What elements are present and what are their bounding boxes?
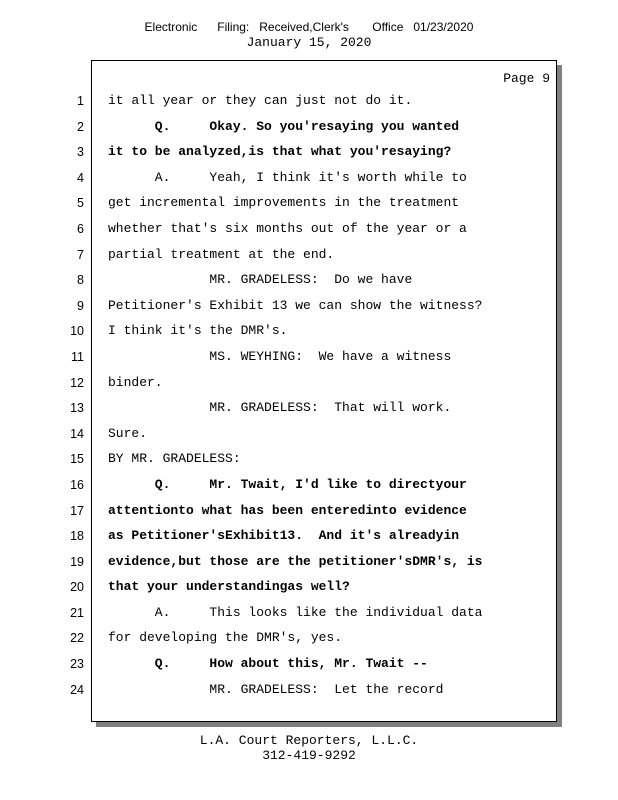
line-number: 19: [70, 554, 84, 569]
line-text: MS. WEYHING: We have a witness: [108, 348, 452, 364]
transcript-line: [0, 653, 618, 679]
line-number: 9: [77, 298, 84, 313]
filing-stamp: Electronic Filing: Received,Clerk's Office 01/23/2020: [144, 20, 474, 34]
line-number: 11: [71, 349, 84, 364]
line-number: 15: [70, 452, 84, 467]
line-number: 20: [70, 580, 84, 595]
line-text: Sure.: [108, 425, 148, 441]
line-text: A. This looks like the individual data: [108, 604, 483, 620]
line-text: MR. GRADELESS: Let the record: [108, 681, 444, 697]
line-text: get incremental improvements in the treatment: [108, 195, 460, 211]
line-number: 18: [70, 529, 84, 544]
line-text: that your understandingas well?: [108, 579, 350, 595]
transcript-lines: [0, 90, 618, 704]
line-number: 21: [70, 605, 84, 620]
line-number: 8: [77, 273, 84, 288]
footer-company: L.A. Court Reporters, L.L.C.: [199, 733, 419, 748]
transcript-line: [0, 90, 618, 116]
transcript-line: [0, 679, 618, 705]
transcript-line: [0, 346, 618, 372]
line-text: as Petitioner'sExhibit13. And it's alreadyin: [108, 528, 460, 544]
line-text: A. Yeah, I think it's worth while to: [108, 169, 467, 185]
line-number: 24: [70, 682, 84, 697]
line-text: partial treatment at the end.: [108, 246, 335, 262]
transcript-line: [0, 218, 618, 244]
line-text: I think it's the DMR's.: [108, 323, 288, 339]
line-number: 10: [70, 324, 84, 339]
line-number: 22: [70, 631, 84, 646]
line-number: 16: [70, 477, 84, 492]
transcript-line: [0, 602, 618, 628]
line-number: 13: [70, 401, 84, 416]
line-text: it all year or they can just not do it.: [108, 93, 413, 108]
transcript-line: [0, 500, 618, 526]
transcript-line: [0, 167, 618, 193]
transcript-line: [0, 397, 618, 423]
line-number: 4: [77, 170, 84, 185]
transcript-line: [0, 423, 618, 449]
transcript-line: [0, 627, 618, 653]
line-number: 23: [70, 657, 84, 672]
line-text: it to be analyzed,is that what you'resaying?: [108, 144, 452, 160]
transcript-line: [0, 372, 618, 398]
page-number: Page 9: [503, 71, 550, 86]
transcript-line: [0, 448, 618, 474]
line-text: binder.: [108, 374, 163, 390]
line-number: 1: [77, 94, 84, 108]
transcript-line: [0, 551, 618, 577]
line-text: Petitioner's Exhibit 13 we can show the witness?: [108, 297, 483, 313]
line-number: 6: [77, 221, 84, 236]
transcript-line: [0, 116, 618, 142]
transcript-line: [0, 269, 618, 295]
transcript-line: [0, 474, 618, 500]
line-text: MR. GRADELESS: Do we have: [108, 272, 413, 288]
footer: [0, 733, 618, 763]
transcript-line: [0, 320, 618, 346]
line-text: attentionto what has been enteredinto evidence: [108, 502, 467, 518]
line-number: 12: [70, 375, 84, 390]
line-number: 7: [77, 247, 84, 262]
transcript-line: [0, 192, 618, 218]
line-text: Q. Okay. So you'resaying you wanted: [108, 118, 460, 134]
transcript-line: [0, 295, 618, 321]
line-number: 14: [70, 426, 84, 441]
line-text: Q. Mr. Twait, I'd like to directyour: [108, 476, 467, 492]
transcript-line: [0, 141, 618, 167]
transcript-line: [0, 244, 618, 270]
line-number: 2: [77, 119, 84, 134]
line-number: 5: [77, 196, 84, 211]
line-text: BY MR. GRADELESS:: [108, 451, 241, 467]
line-number: 3: [77, 145, 84, 160]
line-number: 17: [70, 503, 84, 518]
transcript-line: [0, 576, 618, 602]
line-text: evidence,but those are the petitioner'sDMR's, is: [108, 553, 483, 569]
line-text: MR. GRADELESS: That will work.: [108, 400, 452, 416]
footer-phone: 312-419-9292: [262, 748, 356, 763]
line-text: whether that's six months out of the year or a: [108, 220, 467, 236]
line-text: for developing the DMR's, yes.: [108, 630, 343, 646]
line-text: Q. How about this, Mr. Twait --: [108, 656, 428, 672]
header-date: January 15, 2020: [246, 35, 372, 50]
transcript-line: [0, 525, 618, 551]
